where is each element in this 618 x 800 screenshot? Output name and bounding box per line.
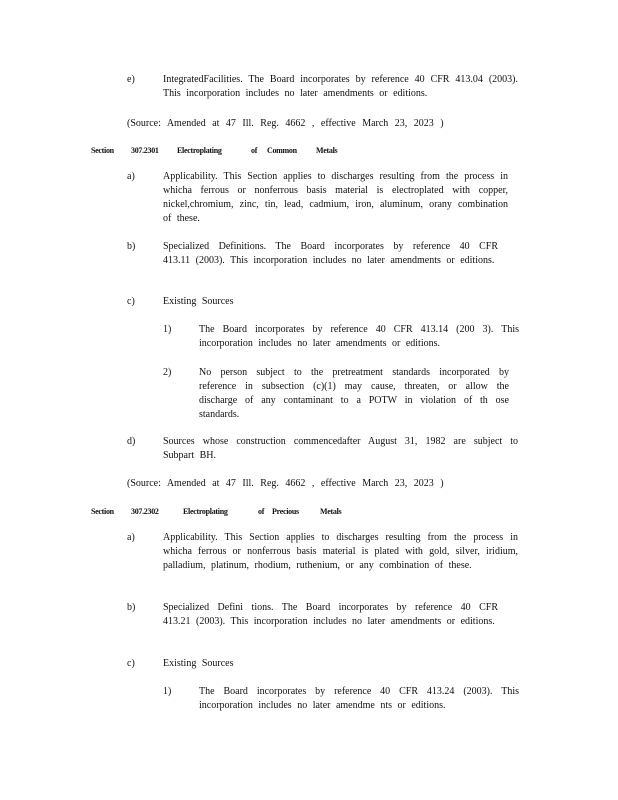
subitem-2-text: No person subject to the pretreatment standards incorporated by reference in subsection (c)(1) may cause, threaten, or allow the discharge of any contaminant to a POTW in violation of th ose standards.: [199, 367, 509, 420]
item-label-e: e): [127, 74, 135, 85]
item-b-text: Specialized Defini tions. The Board incorporates by reference 40 CFR 413.21 (2003). This incorporation includes no later amendments or editions.: [163, 602, 498, 627]
item-c-text: Existing Sources: [163, 658, 234, 669]
section-title: Electroplating: [177, 146, 222, 155]
section-title-common: Common: [267, 146, 297, 155]
section-number: 307.2302: [131, 507, 159, 516]
subitem-label-1: 1): [163, 686, 172, 697]
section-title-metals: Metals: [316, 146, 338, 155]
section-title-metals: Metals: [320, 507, 342, 516]
item-e-text: IntegratedFacilities. The Board incorporates by reference 40 CFR 413.04 (2003). This incorporation includes no later amendments or editions.: [163, 74, 518, 99]
item-label-a: a): [127, 171, 135, 182]
subitem-1-text: The Board incorporates by reference 40 CFR 413.24 (2003). This incorporation includes no later amendme nts or editions.: [199, 686, 519, 711]
item-label-c: c): [127, 658, 135, 669]
section-title-of: of: [258, 507, 265, 516]
item-a-text: Applicability. This Section applies to discharges resulting from the process in whicha ferrous or nonferrous basis material is plated with gold, silver, iridium, palladium, platinum, rhodium, ruthenium, or any combination of these.: [163, 532, 518, 571]
item-label-a: a): [127, 532, 135, 543]
item-c-text: Existing Sources: [163, 296, 234, 307]
item-label-b: b): [127, 241, 136, 252]
section-title-precious: Precious: [272, 507, 299, 516]
item-a-text: Applicability. This Section applies to discharges resulting from the process in whicha ferrous or nonferrous basis material is electroplated with copper, nickel,chromium, zinc, tin, lead, cadmium, iron, aluminum, orany combination of these.: [163, 171, 508, 224]
item-label-b: b): [127, 602, 136, 613]
item-d-text: Sources whose construction commencedafter August 31, 1982 are subject to Subpart BH.: [163, 436, 518, 461]
section-title: Electroplating: [183, 507, 228, 516]
subitem-label-1: 1): [163, 324, 172, 335]
section-word: Section: [91, 146, 114, 155]
item-b-text: Specialized Definitions. The Board incorporates by reference 40 CFR 413.11 (2003). This incorporation includes no later amendments or editions.: [163, 241, 498, 266]
section-word: Section: [91, 507, 114, 516]
subitem-label-2: 2): [163, 367, 172, 378]
section-number: 307.2301: [131, 146, 159, 155]
subitem-1-text: The Board incorporates by reference 40 CFR 413.14 (200 3). This incorporation includes no later amendments or editions.: [199, 324, 519, 349]
item-label-c: c): [127, 296, 135, 307]
item-label-d: d): [127, 436, 136, 447]
section-title-of: of: [251, 146, 258, 155]
source-note-2: (Source: Amended at 47 Ill. Reg. 4662 , effective March 23, 2023 ): [127, 478, 444, 489]
source-note-1: (Source: Amended at 47 Ill. Reg. 4662 , effective March 23, 2023 ): [127, 118, 444, 129]
